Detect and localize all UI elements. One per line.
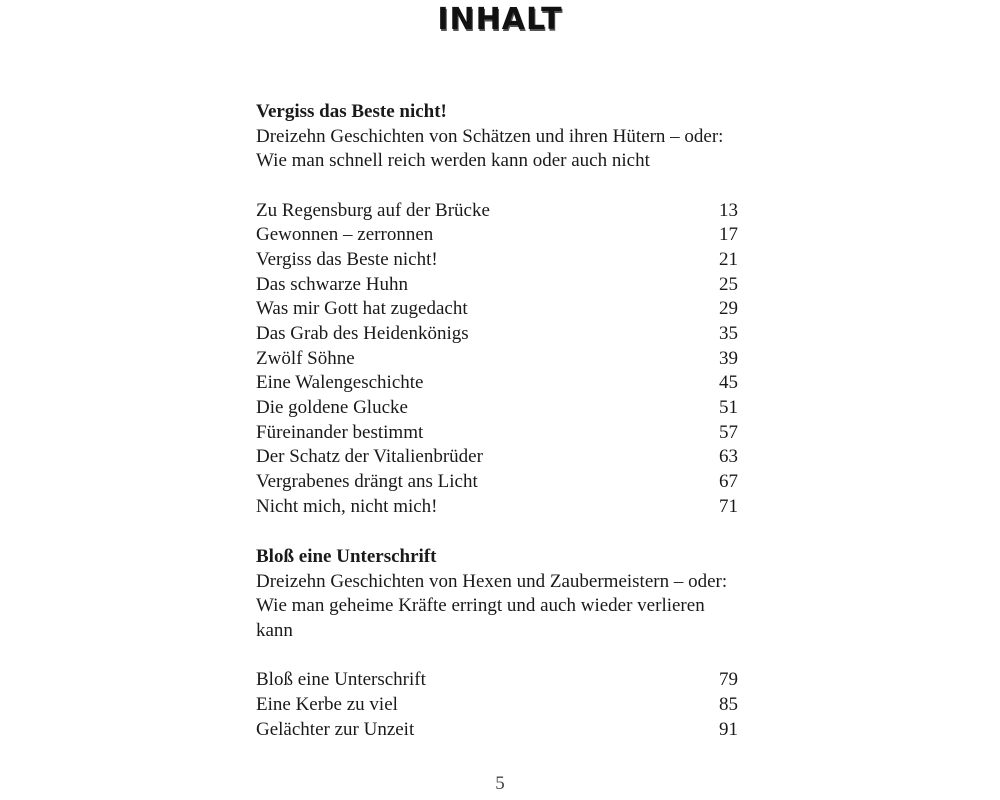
- toc-section-2: [256, 545, 738, 742]
- page-number: 5: [495, 773, 505, 794]
- toc-section-1: [256, 100, 738, 519]
- toc-entry[interactable]: [256, 718, 738, 743]
- entry-title: Der Schatz der Vitalienbrüder: [256, 446, 483, 468]
- section-title: Bloß eine Unterschrift: [256, 546, 437, 568]
- entry-page: 71: [719, 495, 738, 517]
- entry-page: 21: [719, 248, 738, 270]
- entry-title: Zu Regensburg auf der Brücke: [256, 199, 490, 221]
- toc-entry[interactable]: [256, 223, 738, 248]
- table-of-contents: [256, 100, 738, 743]
- entry-title: Nicht mich, nicht mich!: [256, 495, 438, 517]
- toc-entry[interactable]: [256, 371, 738, 396]
- entry-page: 85: [719, 694, 738, 716]
- entry-page: 39: [719, 347, 738, 369]
- toc-entry[interactable]: [256, 199, 738, 224]
- entry-title: Das Grab des Heidenkönigs: [256, 322, 469, 344]
- entry-title: Eine Kerbe zu viel: [256, 694, 398, 716]
- toc-entries: [256, 199, 738, 520]
- entry-page: 17: [719, 224, 738, 246]
- toc-entry[interactable]: [256, 396, 738, 421]
- entry-title: Gelächter zur Unzeit: [256, 718, 415, 740]
- toc-entry[interactable]: [256, 347, 738, 372]
- section-subtitle-line-2: Wie man geheime Kräfte erringt und auch wieder verlieren kann: [256, 595, 705, 641]
- toc-entry[interactable]: [256, 273, 738, 298]
- entry-page: 25: [719, 273, 738, 295]
- toc-entry[interactable]: [256, 322, 738, 347]
- toc-entry[interactable]: [256, 470, 738, 495]
- entry-page: 29: [719, 298, 738, 320]
- entry-title: Eine Walengeschichte: [256, 372, 424, 394]
- toc-entry[interactable]: [256, 421, 738, 446]
- section-subtitle-line-1: Dreizehn Geschichten von Hexen und Zaubermeistern – oder:: [256, 570, 728, 592]
- entry-page: 57: [719, 421, 738, 443]
- entry-page: 91: [719, 718, 738, 740]
- entry-title: Zwölf Söhne: [256, 347, 355, 369]
- toc-entry[interactable]: [256, 693, 738, 718]
- entry-title: Bloß eine Unterschrift: [256, 669, 426, 691]
- toc-entry[interactable]: [256, 495, 738, 520]
- entry-page: 13: [719, 199, 738, 221]
- entry-page: 67: [719, 471, 738, 493]
- entry-page: 35: [719, 322, 738, 344]
- toc-entry[interactable]: [256, 297, 738, 322]
- section-subtitle-line-1: Dreizehn Geschichten von Schätzen und ihren Hütern – oder:: [256, 125, 724, 147]
- section-title: Vergiss das Beste nicht!: [256, 101, 447, 122]
- entry-title: Das schwarze Huhn: [256, 273, 408, 295]
- entry-title: Vergiss das Beste nicht!: [256, 248, 438, 270]
- toc-entries: [256, 668, 738, 742]
- section-subtitle-line-2: Wie man schnell reich werden kann oder auch nicht: [256, 150, 650, 171]
- entry-page: 79: [719, 669, 738, 691]
- entry-title: Die goldene Glucke: [256, 397, 408, 418]
- entry-title: Vergrabenes drängt ans Licht: [256, 471, 478, 493]
- entry-title: Gewonnen – zerronnen: [256, 224, 434, 246]
- entry-title: Füreinander bestimmt: [256, 421, 424, 443]
- toc-entry[interactable]: [256, 248, 738, 273]
- entry-page: 63: [719, 446, 738, 468]
- entry-title: Was mir Gott hat zugedacht: [256, 298, 468, 320]
- entry-page: 51: [719, 397, 738, 418]
- entry-page: 45: [719, 372, 738, 394]
- page-heading: INHALT: [437, 2, 563, 37]
- toc-entry[interactable]: [256, 445, 738, 470]
- toc-entry[interactable]: [256, 668, 738, 693]
